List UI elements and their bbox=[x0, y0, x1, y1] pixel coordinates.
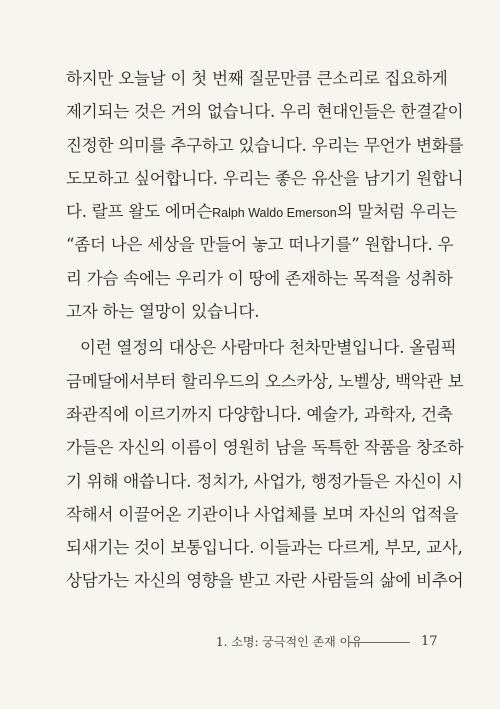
text-segment: 의 말처럼 우리는 bbox=[336, 202, 457, 222]
running-footer-title: 1. 소명: 궁극적인 존재 이유 bbox=[216, 635, 363, 649]
paragraph-2 bbox=[66, 331, 464, 597]
text-line: 금메달에서부터 할리우드의 오스카상, 노벨상, 백악관 보 bbox=[66, 371, 464, 391]
page-number: 17 bbox=[421, 634, 438, 649]
text-line: 제기되는 것은 거의 없습니다. 우리 현대인들은 한결같이 bbox=[66, 102, 464, 122]
latin-name: Ralph Waldo Emerson bbox=[212, 206, 337, 221]
page-footer bbox=[0, 630, 500, 654]
text-line: 되새기는 것이 보통입니다. 이들과는 다르게, 부모, 교사, bbox=[66, 538, 463, 558]
text-line: 하지만 오늘날 이 첫 번째 질문만큼 큰소리로 집요하게 bbox=[66, 69, 448, 88]
text-segment: 다. 랄프 왈도 에머슨 bbox=[66, 202, 213, 222]
body-text bbox=[66, 62, 464, 598]
text-line: 가들은 자신의 이름이 영원히 남을 독특한 작품을 창조하 bbox=[66, 438, 464, 458]
text-line: 좌관직에 이르기까지 다양합니다. 예술가, 과학자, 건축 bbox=[66, 404, 453, 424]
text-line: 리 가슴 속에는 우리가 이 땅에 존재하는 목적을 성취하 bbox=[66, 268, 453, 288]
text-line: 진정한 의미를 추구하고 있습니다. 우리는 무언가 변화를 bbox=[66, 135, 464, 155]
text-line: 기 위해 애씁니다. 정치가, 사업가, 행정가들은 자신이 시 bbox=[66, 471, 463, 491]
paragraph-1 bbox=[66, 62, 464, 328]
text-line: 상담가는 자신의 영향을 받고 자란 사람들의 삶에 비추어 bbox=[66, 571, 464, 591]
footer-divider bbox=[348, 642, 410, 643]
text-line bbox=[66, 195, 457, 228]
text-line: 작해서 이끌어온 기관이나 사업체를 보며 자신의 업적을 bbox=[66, 504, 459, 524]
text-line: 고자 하는 열망이 있습니다. bbox=[66, 302, 260, 322]
text-line: 이런 열정의 대상은 사람마다 천차만별입니다. 올림픽 bbox=[80, 338, 457, 358]
text-line: “좀더 나은 세상을 만들어 놓고 떠나기를” 원합니다. 우 bbox=[66, 235, 454, 255]
text-line: 도모하고 싶어합니다. 우리는 좋은 유산을 남기기 원합니 bbox=[66, 168, 464, 188]
